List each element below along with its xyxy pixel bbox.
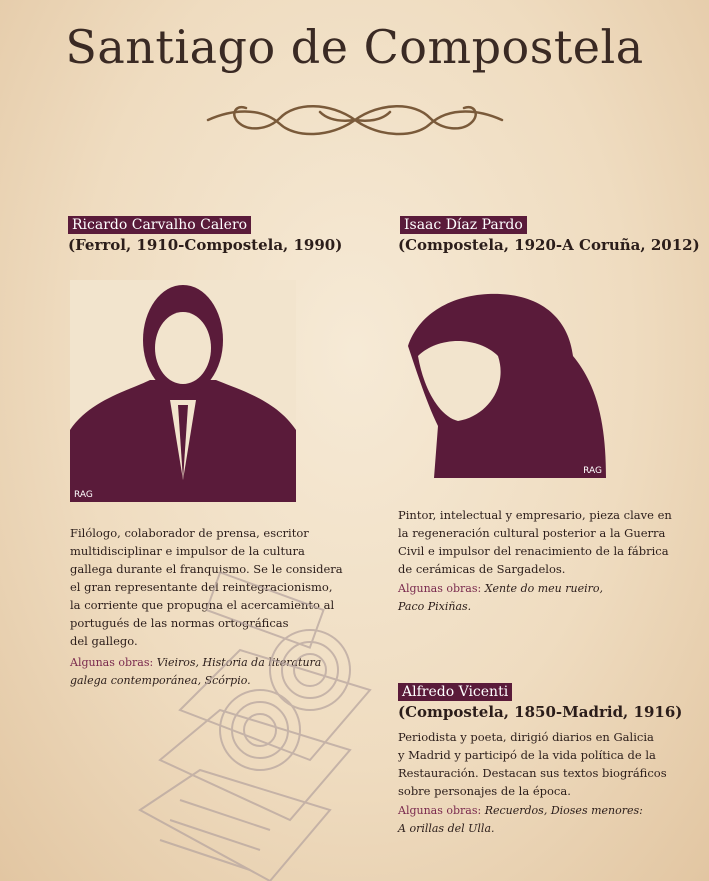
bio-line: Restauración. Destacan sus textos biográficos — [398, 766, 667, 780]
bio-line: portugués de las normas ortográficas — [70, 616, 289, 630]
bio-line: la regeneración cultural posterior a la Guerra — [398, 526, 666, 540]
flourish-ornament — [200, 92, 510, 148]
portrait-illustration — [398, 276, 606, 478]
bio-line: Pintor, intelectual y empresario, pieza clave en — [398, 508, 672, 522]
works-line: A orillas del Ulla. — [398, 822, 495, 835]
portrait-image — [398, 276, 606, 478]
person-name-tag: Alfredo Vicenti — [398, 683, 512, 701]
portrait-image — [70, 280, 296, 502]
portrait-illustration — [70, 280, 296, 502]
person-works — [398, 802, 643, 838]
bio-line: del gallego. — [70, 634, 138, 648]
photo-credit: RAG — [74, 490, 93, 500]
bio-line: el gran representante del reintegracionismo, — [70, 580, 333, 594]
works-line: galega contemporánea, Scórpio. — [70, 674, 251, 687]
works-line: Recuerdos, Dioses menores: — [481, 804, 643, 817]
bio-line: sobre personajes de la época. — [398, 784, 571, 798]
bio-line: Periodista y poeta, dirigió diarios en Galicia — [398, 730, 654, 744]
person-name-tag: Isaac Díaz Pardo — [400, 216, 527, 234]
person-bio — [398, 728, 667, 800]
works-label: Algunas obras: — [398, 804, 482, 817]
bio-line: gallega durante el franquismo. Se le considera — [70, 562, 343, 576]
works-line: Paco Pixiñas. — [398, 600, 472, 613]
lighthouse-lens-illustration — [120, 560, 380, 881]
bio-line: de cerámicas de Sargadelos. — [398, 562, 566, 576]
works-line: Xente do meu rueiro, — [481, 582, 603, 595]
bio-line: Filólogo, colaborador de prensa, escritor — [70, 526, 309, 540]
person-bio — [398, 506, 672, 578]
photo-credit: RAG — [583, 466, 602, 476]
person-name-tag: Ricardo Carvalho Calero — [68, 216, 251, 234]
works-label: Algunas obras: — [70, 656, 154, 669]
works-label: Algunas obras: — [398, 582, 482, 595]
person-dates: (Compostela, 1850-Madrid, 1916) — [398, 703, 683, 721]
works-line: Vieiros, Historia da literatura — [153, 656, 322, 669]
bio-line: Civil e impulsor del renacimiento de la fábrica — [398, 544, 669, 558]
person-works — [398, 580, 603, 616]
person-dates: (Ferrol, 1910-Compostela, 1990) — [68, 236, 343, 254]
bio-line: y Madrid y participó de la vida política de la — [398, 748, 656, 762]
bio-line: multidisciplinar e impulsor de la cultura — [70, 544, 305, 558]
person-dates: (Compostela, 1920-A Coruña, 2012) — [398, 236, 700, 254]
bio-line: la corriente que propugna el acercamiento al — [70, 598, 335, 612]
page-title: Santiago de Compostela — [65, 20, 644, 74]
